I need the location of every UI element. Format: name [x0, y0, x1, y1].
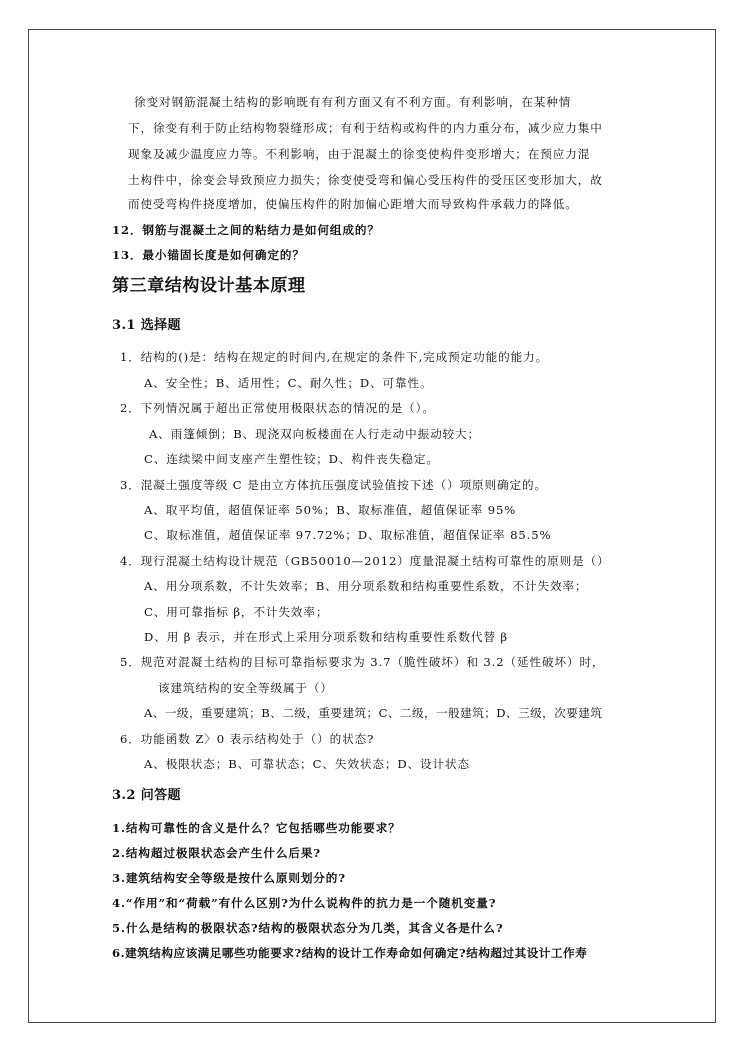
qa-item-4: 4.“作用”和“荷载”有什么区别?为什么说构件的抗力是一个随机变量?: [112, 896, 497, 910]
choice-q5-options: A、一级，重要建筑；B、二级，重要建筑；C、二级，一般建筑；D、三级，次要建筑: [144, 706, 603, 720]
choice-q1-options: A、安全性；B、适用性；C、耐久性；D、可靠性。: [144, 376, 433, 390]
chapter-title: 第三章结构设计基本原理: [112, 276, 306, 296]
choice-q3-options-2: C、取标准值，超值保证率 97.72%；D、取标准值，超值保证率 85.5%: [144, 528, 552, 542]
qa-item-6: 6.建筑结构应该满足哪些功能要求?结构的设计工作寿命如何确定?结构超过其设计工作寿: [112, 946, 588, 960]
choice-q2-options-2: C、连续梁中间支座产生塑性铰；D、构件丧失稳定。: [144, 452, 439, 466]
choice-q2-options-1: A、雨篷倾倒；B、现浇双向板楼面在人行走动中振动较大；: [149, 427, 481, 441]
intro-line-2: 下，徐变有利于防止结构物裂缝形成；有利于结构或构件的内力重分布，减少应力集中: [128, 121, 603, 135]
qa-item-1: 1.结构可靠性的含义是什么？它包括哪些功能要求？: [112, 821, 401, 835]
intro-line-4: 土构件中，徐变会导致预应力损失；徐变使受弯和偏心受压构件的受压区变形加大，故: [128, 173, 603, 187]
intro-line-1: 徐变对钢筋混凝土结构的影响既有有利方面又有不利方面。有利影响，在某种情: [134, 95, 572, 109]
choice-q4: 4．现行混凝土结构设计规范（GB50010—2012）度量混凝土结构可靠性的原则是（）: [120, 554, 610, 568]
question-13: 13．最小锚固长度是如何确定的？: [112, 248, 305, 262]
intro-line-5: 而使受弯构件挠度增加，使偏压构件的附加偏心距增大而导致构件承载力的降低。: [128, 197, 578, 211]
qa-item-3: 3.建筑结构安全等级是按什么原则划分的?: [112, 871, 346, 885]
choice-q3-options-1: A、取平均值，超值保证率 50%；B、取标准值，超值保证率 95%: [144, 503, 517, 517]
section-3-1-heading: 3.1 选择题: [112, 318, 181, 333]
choice-q2: 2．下列情况属于超出正常使用极限状态的情况的是（）。: [120, 401, 435, 415]
choice-q4-options-1: A、用分项系数，不计失效率；B、用分项系数和结构重要性系数，不计失效率；: [144, 579, 588, 593]
section-3-2-heading: 3.2 问答题: [112, 788, 181, 803]
choice-q5-continued: 该建筑结构的安全等级属于（）: [158, 681, 333, 695]
choice-q5: 5．规范对混凝土结构的目标可靠指标要求为 3.7（脆性破坏）和 3.2（延性破坏）时，: [120, 655, 605, 669]
choice-q6-options: A、极限状态；B、可靠状态；C、失效状态；D、设计状态: [144, 757, 471, 771]
choice-q4-options-2: C、用可靠指标 β，不计失效率；: [144, 605, 329, 619]
choice-q6: 6．功能函数 Z〉0 表示结构处于（）的状态?: [120, 732, 375, 746]
intro-line-3: 现象及减少温度应力等。不利影响，由于混凝土的徐变使构件变形增大；在预应力混: [128, 147, 591, 161]
choice-q4-options-3: D、用 β 表示，并在形式上采用分项系数和结构重要性系数代替 β: [144, 630, 508, 644]
qa-item-5: 5.什么是结构的极限状态?结构的极限状态分为几类，其含义各是什么?: [112, 921, 504, 935]
qa-item-2: 2.结构超过极限状态会产生什么后果?: [112, 846, 322, 860]
choice-q1: 1．结构的()是：结构在规定的时间内,在规定的条件下,完成预定功能的能力。: [120, 350, 549, 364]
choice-q3: 3．混凝土强度等级 C 是由立方体抗压强度试验值按下述（）项原则确定的。: [120, 478, 548, 492]
question-12: 12．钢筋与混凝土之间的粘结力是如何组成的？: [112, 223, 380, 237]
